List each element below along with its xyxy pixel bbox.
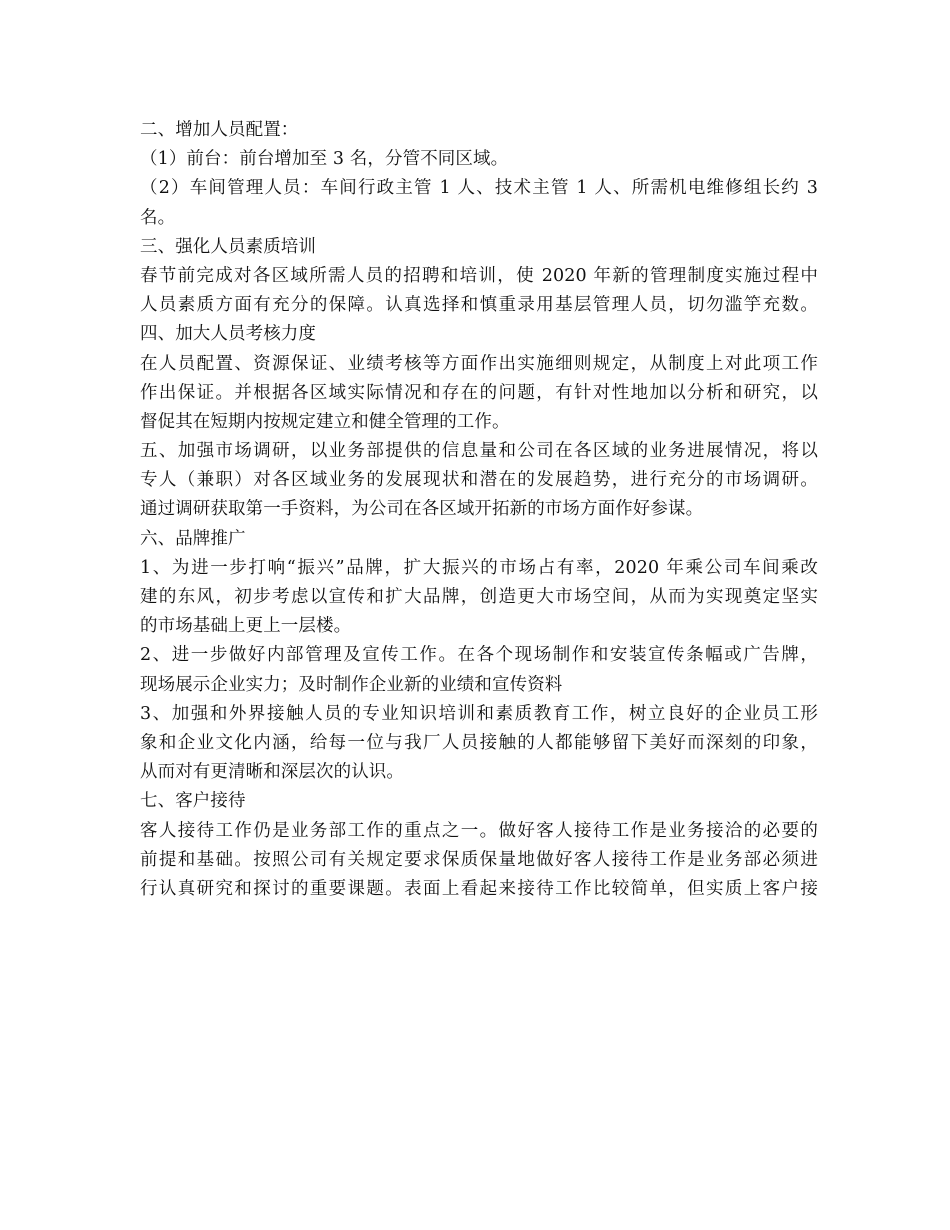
section-heading-reception: 七、客户接待: [140, 791, 246, 812]
body-line: 人员素质方面有充分的保障。认真选择和慎重录用基层管理人员，切勿滥竽充数。: [140, 295, 818, 316]
body-line: 象和企业文化内涵，给每一位与我厂人员接触的人都能够留下美好而深刻的印象，: [140, 732, 818, 753]
body-line: 2、进一步做好内部管理及宣传工作。在各个现场制作和安装宣传条幅或广告牌，: [140, 645, 818, 666]
body-line: （2）车间管理人员：车间行政主管 1 人、技术主管 1 人、所需机电维修组长约 3: [140, 178, 818, 199]
body-line: 名。: [140, 207, 176, 228]
document-body: [140, 116, 818, 904]
body-line: 行认真研究和探讨的重要课题。表面上看起来接待工作比较简单，但实质上客户接: [140, 878, 818, 899]
section-heading-brand: 六、品牌推广: [140, 528, 246, 549]
body-line: 客人接待工作仍是业务部工作的重点之一。做好客人接待工作是业务接洽的必要的: [140, 820, 818, 841]
body-line: 1、为进一步打响“振兴”品牌，扩大振兴的市场占有率，2020 年乘公司车间乘改: [140, 557, 818, 578]
body-line: 春节前完成对各区域所需人员的招聘和培训，使 2020 年新的管理制度实施过程中: [140, 265, 818, 286]
body-line: 作出保证。并根据各区域实际情况和存在的问题，有针对性地加以分析和研究，以: [140, 382, 818, 403]
body-line: 在人员配置、资源保证、业绩考核等方面作出实施细则规定，从制度上对此项工作: [140, 353, 818, 374]
body-line: 现场展示企业实力；及时制作企业新的业绩和宣传资料: [140, 674, 563, 695]
body-line: 的市场基础上更上一层楼。: [140, 616, 352, 637]
body-line: 建的东风，初步考虑以宣传和扩大品牌，创造更大市场空间，从而为实现奠定坚实: [140, 587, 818, 607]
body-line: 专人（兼职）对各区域业务的发展现状和潜在的发展趋势，进行充分的市场调研。: [140, 470, 818, 491]
body-line: 督促其在短期内按规定建立和健全管理的工作。: [140, 411, 510, 432]
section-heading-staffing: 二、增加人员配置：: [140, 120, 299, 140]
body-line: （1）前台：前台增加至 3 名，分管不同区域。: [140, 149, 509, 170]
section-heading-market-research: 五、加强市场调研，以业务部提供的信息量和公司在各区域的业务进展情况，将以: [140, 441, 818, 462]
body-line: 通过调研获取第一手资料，为公司在各区域开拓新的市场方面作好参谋。: [140, 499, 704, 520]
body-line: 3、加强和外界接触人员的专业知识培训和素质教育工作，树立良好的企业员工形: [140, 703, 818, 724]
section-heading-assessment: 四、加大人员考核力度: [140, 324, 316, 345]
body-line: 从而对有更清晰和深层次的认识。: [140, 762, 404, 783]
section-heading-training: 三、强化人员素质培训: [140, 236, 316, 257]
body-line: 前提和基础。按照公司有关规定要求保质保量地做好客人接待工作是业务部必须进: [140, 849, 818, 870]
